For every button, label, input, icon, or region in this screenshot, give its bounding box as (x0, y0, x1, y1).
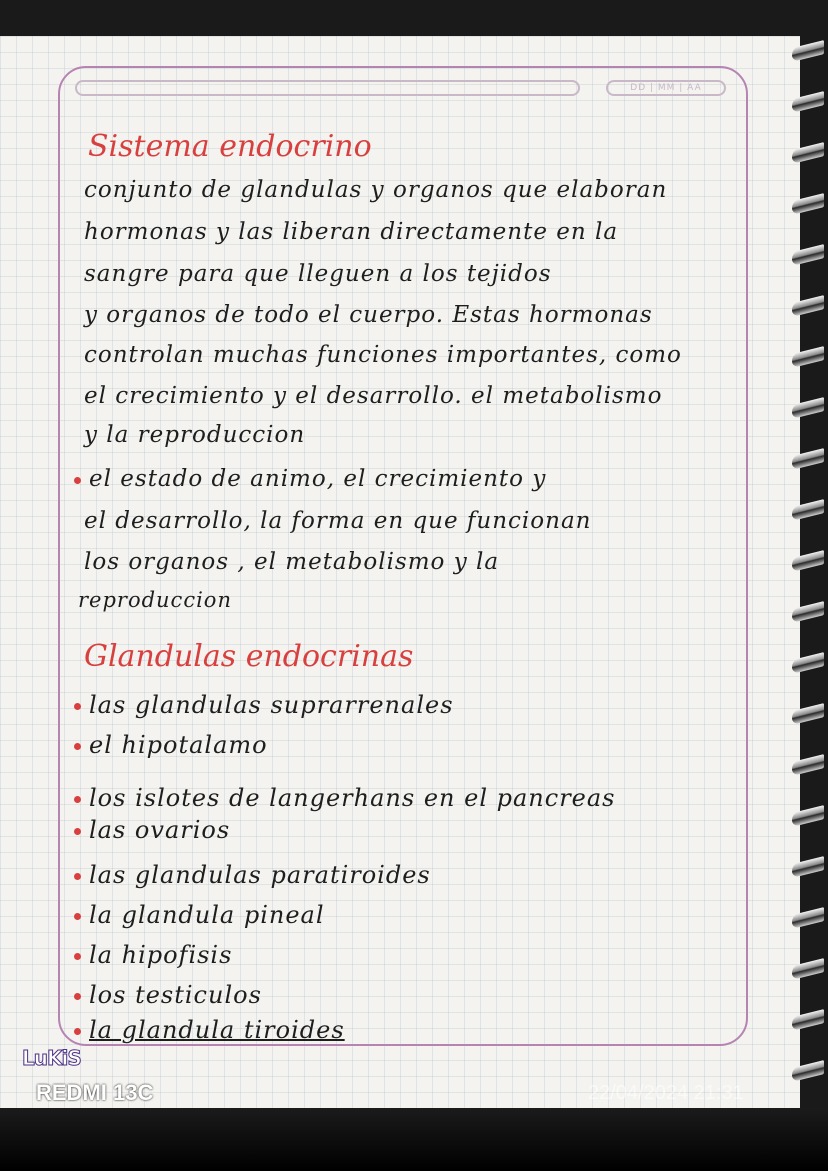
spiral-ring (792, 703, 824, 725)
spiral-ring (792, 295, 824, 317)
spiral-ring (792, 1009, 824, 1031)
list-item (74, 900, 325, 930)
spiral-ring (792, 91, 824, 113)
date-pill: DD | MM | AA (606, 80, 726, 96)
list-item (74, 815, 230, 845)
spiral-ring (792, 907, 824, 929)
list-item (74, 783, 616, 813)
bullet-dot (74, 953, 81, 960)
paragraph-line: los organos , el metabolismo y la (84, 549, 500, 575)
watermark-datetime: 22/04/2024 21:31 (588, 1082, 744, 1104)
bullet-dot (74, 1028, 81, 1035)
spiral-ring (792, 754, 824, 776)
paragraph-line: reproduccion (78, 588, 232, 612)
spiral-ring (792, 652, 824, 674)
paragraph-line: sangre para que lleguen a los tejidos (84, 261, 552, 287)
spiral-ring (792, 550, 824, 572)
bullet-dot (74, 913, 81, 920)
dark-background (0, 1108, 828, 1171)
list-item-text: las ovarios (89, 816, 231, 844)
bullet-dot (74, 703, 81, 710)
bullet-dot (74, 828, 81, 835)
spiral-ring (792, 1060, 824, 1082)
spiral-ring (792, 40, 824, 62)
watermark-logo: LuKiS (22, 1046, 81, 1070)
bullet-dot (74, 743, 81, 750)
spiral-binding (788, 36, 828, 1106)
spiral-ring (792, 397, 824, 419)
list-item (74, 940, 232, 970)
list-item (74, 1015, 345, 1045)
spiral-ring (792, 601, 824, 623)
paragraph-line-text: el estado de animo, el crecimiento y (89, 466, 547, 492)
paragraph-line: y organos de todo el cuerpo. Estas hormonas (84, 302, 653, 328)
heading-glandulas-endocrinas: Glandulas endocrinas (84, 639, 414, 674)
list-item-text: la glandula pineal (89, 901, 325, 929)
paragraph-line: hormonas y las liberan directamente en la (84, 219, 619, 245)
spiral-ring (792, 142, 824, 164)
bullet-dot (74, 993, 81, 1000)
bullet-dot (74, 873, 81, 880)
title-bar (75, 80, 580, 96)
list-item-text: las glandulas paratiroides (89, 861, 431, 889)
heading-sistema-endocrino: Sistema endocrino (88, 129, 372, 164)
paragraph-line: controlan muchas funciones importantes, como (84, 342, 682, 368)
spiral-ring (792, 346, 824, 368)
list-item-text: las glandulas suprarrenales (89, 691, 454, 719)
spiral-ring (792, 499, 824, 521)
list-item-text: los islotes de langerhans en el pancreas (89, 784, 616, 812)
paragraph-line: conjunto de glandulas y organos que elaboran (84, 177, 668, 203)
list-item (74, 690, 454, 720)
list-item (74, 730, 268, 760)
spiral-ring (792, 805, 824, 827)
paragraph-line: el crecimiento y el desarrollo. el metabolismo (84, 383, 663, 409)
bullet-dot (74, 796, 81, 803)
bullet-dot (74, 477, 81, 484)
list-item-text: la hipofisis (89, 941, 233, 969)
spiral-ring (792, 193, 824, 215)
paragraph-line-bulleted (74, 464, 546, 494)
paragraph-line: el desarrollo, la forma en que funcionan (84, 508, 592, 534)
spiral-ring (792, 244, 824, 266)
spiral-ring (792, 448, 824, 470)
spiral-ring (792, 856, 824, 878)
list-item-text: la glandula tiroides (89, 1016, 345, 1044)
list-item (74, 980, 262, 1010)
paragraph-line: y la reproduccion (84, 422, 306, 448)
list-item-text: el hipotalamo (89, 731, 268, 759)
list-item-text: los testiculos (89, 981, 262, 1009)
spiral-ring (792, 958, 824, 980)
watermark-device: REDMI 13C (36, 1080, 154, 1105)
list-item (74, 860, 431, 890)
